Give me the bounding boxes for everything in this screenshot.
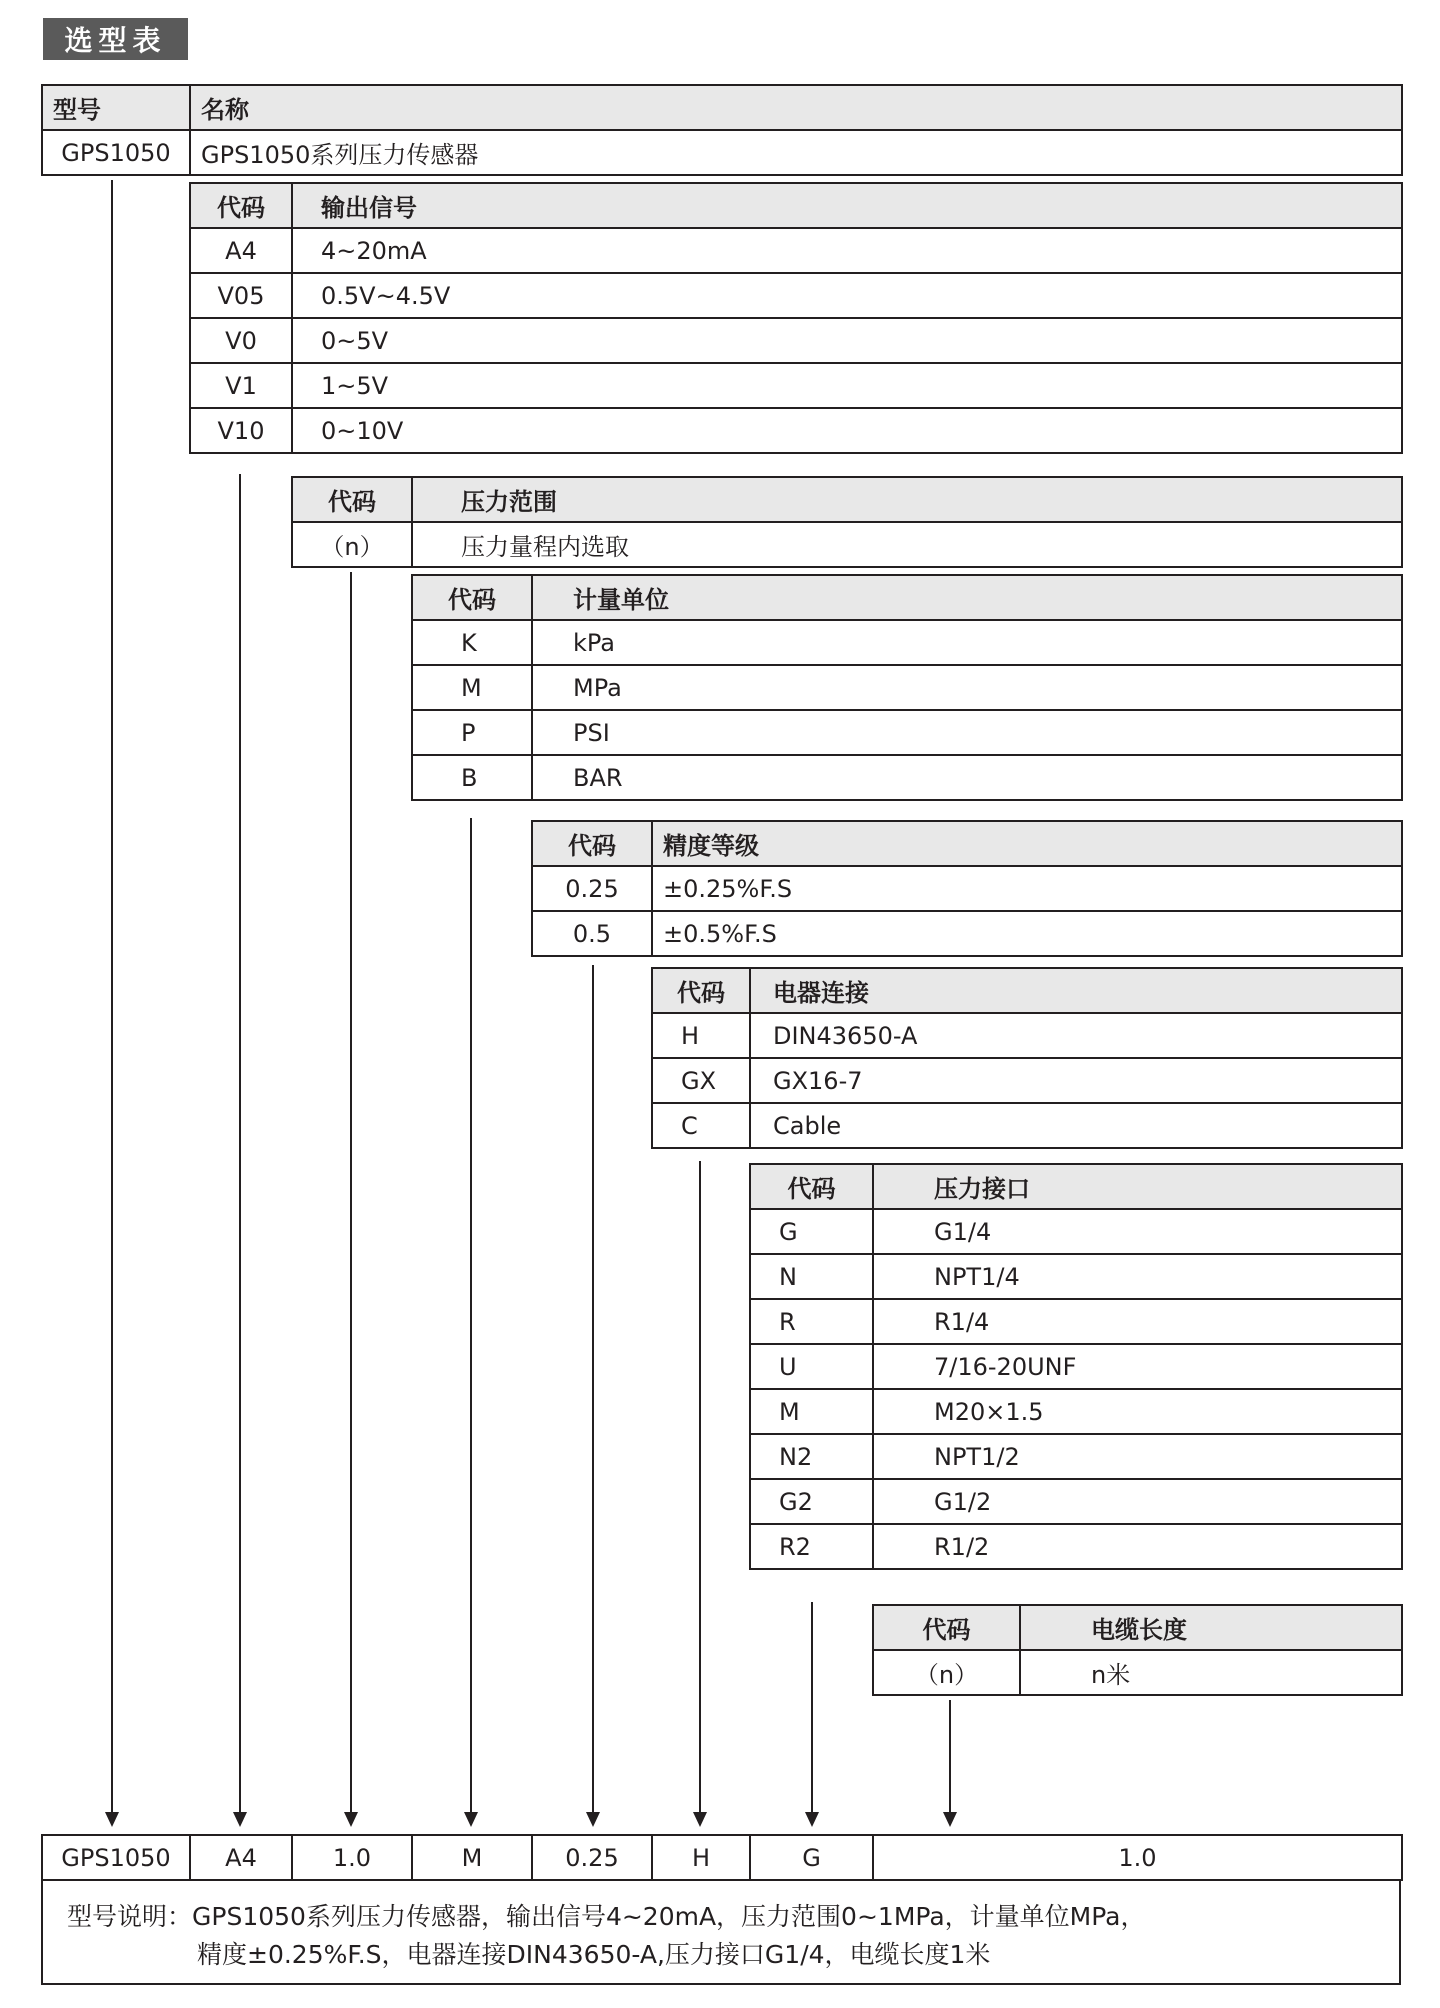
down-arrow-icon — [464, 1812, 478, 1827]
header-code: 代码 — [750, 1164, 873, 1209]
value-cell: G1/2 — [873, 1479, 1402, 1524]
code-cell: B — [412, 755, 532, 800]
value-cell: BAR — [532, 755, 1402, 800]
section-title: 选型表 — [43, 18, 188, 60]
code-cell: P — [412, 710, 532, 755]
value-cell: M20×1.5 — [873, 1389, 1402, 1434]
value-cell: 压力量程内选取 — [412, 522, 1402, 567]
code-cell: （n） — [873, 1650, 1020, 1695]
code-cell: M — [412, 665, 532, 710]
value-cell: 0~10V — [292, 408, 1402, 453]
code-cell: V0 — [190, 318, 292, 363]
header-name: 名称 — [190, 85, 1402, 130]
value-cell: NPT1/2 — [873, 1434, 1402, 1479]
header-code: 代码 — [532, 821, 652, 866]
example-port: G — [750, 1835, 873, 1880]
value-cell: MPa — [532, 665, 1402, 710]
model-name: GPS1050系列压力传感器 — [190, 130, 1402, 175]
header-pressure-range: 压力范围 — [412, 477, 1402, 522]
code-cell: V10 — [190, 408, 292, 453]
value-cell: ±0.25%F.S — [652, 866, 1402, 911]
code-cell: U — [750, 1344, 873, 1389]
header-code: 代码 — [292, 477, 412, 522]
example-electrical: H — [652, 1835, 750, 1880]
note-line-2: 精度±0.25%F.S，电器连接DIN43650-A,压力接口G1/4，电缆长度1米 — [197, 1940, 991, 1969]
code-cell: K — [412, 620, 532, 665]
code-cell: N2 — [750, 1434, 873, 1479]
down-arrow-icon — [943, 1812, 957, 1827]
down-arrow-icon — [344, 1812, 358, 1827]
value-cell: G1/4 — [873, 1209, 1402, 1254]
code-cell: R2 — [750, 1524, 873, 1569]
down-arrow-icon — [233, 1812, 247, 1827]
value-cell: GX16-7 — [750, 1058, 1402, 1103]
code-cell: （n） — [292, 522, 412, 567]
code-cell: N — [750, 1254, 873, 1299]
down-arrow-icon — [105, 1812, 119, 1827]
example-accuracy: 0.25 — [532, 1835, 652, 1880]
header-electrical: 电器连接 — [750, 968, 1402, 1013]
value-cell: 0~5V — [292, 318, 1402, 363]
down-arrow-icon — [805, 1812, 819, 1827]
code-cell: A4 — [190, 228, 292, 273]
value-cell: kPa — [532, 620, 1402, 665]
header-code: 代码 — [190, 183, 292, 228]
model-explanation — [41, 1880, 1401, 1985]
header-code: 代码 — [412, 575, 532, 620]
code-cell: M — [750, 1389, 873, 1434]
header-accuracy: 精度等级 — [652, 821, 1402, 866]
value-cell: NPT1/4 — [873, 1254, 1402, 1299]
value-cell: 1~5V — [292, 363, 1402, 408]
header-output-signal: 输出信号 — [292, 183, 1402, 228]
header-code: 代码 — [652, 968, 750, 1013]
code-cell: GX — [652, 1058, 750, 1103]
value-cell: R1/4 — [873, 1299, 1402, 1344]
value-cell: 0.5V~4.5V — [292, 273, 1402, 318]
code-cell: 0.25 — [532, 866, 652, 911]
code-cell: G — [750, 1209, 873, 1254]
code-cell: R — [750, 1299, 873, 1344]
example-unit: M — [412, 1835, 532, 1880]
down-arrow-icon — [693, 1812, 707, 1827]
note-line-1: 型号说明：GPS1050系列压力传感器，输出信号4~20mA，压力范围0~1MPa，计量单位MPa， — [67, 1902, 1146, 1931]
header-model: 型号 — [42, 85, 190, 130]
down-arrow-icon — [586, 1812, 600, 1827]
value-cell: ±0.5%F.S — [652, 911, 1402, 956]
code-cell: 0.5 — [532, 911, 652, 956]
value-cell: DIN43650-A — [750, 1013, 1402, 1058]
example-cable: 1.0 — [873, 1835, 1402, 1880]
code-cell: C — [652, 1103, 750, 1148]
value-cell: 4~20mA — [292, 228, 1402, 273]
code-cell: G2 — [750, 1479, 873, 1524]
value-cell: 7/16-20UNF — [873, 1344, 1402, 1389]
code-cell: H — [652, 1013, 750, 1058]
table-row — [42, 1835, 1402, 1880]
model-code: GPS1050 — [42, 130, 190, 175]
code-cell: V1 — [190, 363, 292, 408]
code-cell: V05 — [190, 273, 292, 318]
header-cable: 电缆长度 — [1020, 1605, 1402, 1650]
value-cell: PSI — [532, 710, 1402, 755]
value-cell: n米 — [1020, 1650, 1402, 1695]
value-cell: R1/2 — [873, 1524, 1402, 1569]
header-code: 代码 — [873, 1605, 1020, 1650]
example-range: 1.0 — [292, 1835, 412, 1880]
example-output: A4 — [190, 1835, 292, 1880]
value-cell: Cable — [750, 1103, 1402, 1148]
header-port: 压力接口 — [873, 1164, 1402, 1209]
example-model: GPS1050 — [42, 1835, 190, 1880]
example-code-table — [41, 1834, 1403, 1881]
header-unit: 计量单位 — [532, 575, 1402, 620]
